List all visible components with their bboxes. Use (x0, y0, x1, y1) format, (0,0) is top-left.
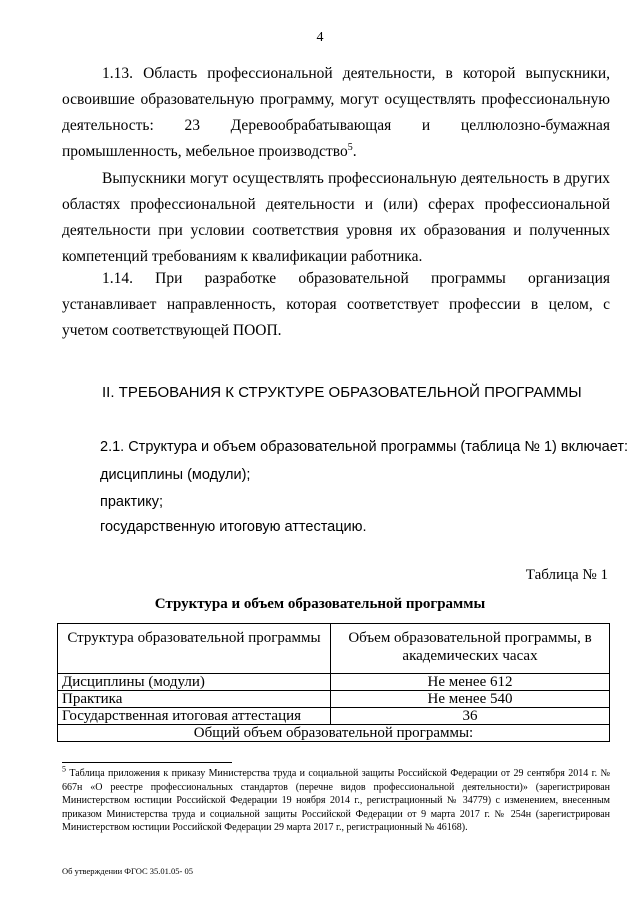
table-cell-component: Государственная итоговая аттестация (58, 708, 331, 725)
paragraph-1-13 (62, 61, 610, 165)
paragraph-1-13-text: 1.13. Область профессиональной деятельности, в которой выпускники, освоившие образовательную программу, могут осуществлять профессиональную деятельность: 23 Деревообрабатывающая и целлюлозно-бумажная промышленность, мебельное производство (62, 65, 610, 160)
paragraph-2-1: 2.1. Структура и объем образовательной программы (таблица № 1) включает: (100, 439, 628, 455)
table-title: Структура и объем образовательной программы (154, 596, 486, 612)
table-header-row (58, 624, 610, 674)
table-total-row (58, 725, 610, 742)
section-heading: II. ТРЕБОВАНИЯ К СТРУКТУРЕ ОБРАЗОВАТЕЛЬНОЙ ПРОГРАММЫ (102, 384, 582, 401)
paragraph-1-13-end: . (352, 143, 357, 160)
table-header-volume: Объем образовательной программы, в академических часах (331, 624, 610, 674)
table-total-label: Общий объем образовательной программы: (58, 725, 610, 742)
table-label: Таблица № 1 (525, 567, 608, 583)
list-item: практику; (100, 494, 164, 510)
table-row (58, 674, 610, 691)
table-header-structure: Структура образовательной программы (58, 624, 331, 674)
paragraph-1-14: 1.14. При разработке образовательной программы организация устанавливает направленность, которая соответствует профессии в целом, с учетом соответствующей ПООП. (62, 270, 610, 339)
page-number: 4 (316, 30, 324, 45)
paragraph-graduates: Выпускники могут осуществлять профессиональную деятельность в других областях профессиональной деятельности и (или) сферах профессиональной деятельности при условии соответствия уровня их образования и полученных компетенций требованиям к квалификации работника. (62, 170, 610, 265)
footnote-text: Таблица приложения к приказу Министерства труда и социальной защиты Российской Федерации от 29 сентября 2014 г. № 667н «О реестре профессиональных стандартов (перечне видов профессиональной деятельности)» (зарегистрирован Министерством юстиции Российской Федерации 19 ноября 2014 г., регистрационный № 34779) с изменением, внесенным приказом Министерства труда и социальной защиты Российской Федерации от 9 марта 2017 г. № 254н (зарегистрирован Министерством юстиции Российской Федерации 29 марта 2017 г., регистрационный № 46168). (62, 768, 610, 833)
table-cell-component: Практика (58, 691, 331, 708)
table-cell-component: Дисциплины (модули) (58, 674, 331, 691)
list-item: дисциплины (модули); (100, 467, 251, 483)
list-item: государственную итоговую аттестацию. (100, 519, 367, 535)
footnote-ref: 5 (347, 141, 353, 153)
table-cell-hours: 36 (331, 708, 610, 725)
table-row (58, 708, 610, 725)
footnote (62, 764, 610, 835)
footnote-separator (62, 762, 232, 763)
document-footer: Об утверждении ФГОС 35.01.05- 05 (62, 866, 193, 876)
table-cell-hours: Не менее 540 (331, 691, 610, 708)
table-row (58, 691, 610, 708)
structure-table (57, 623, 610, 742)
table-cell-hours: Не менее 612 (331, 674, 610, 691)
footnote-number: 5 (62, 764, 66, 774)
